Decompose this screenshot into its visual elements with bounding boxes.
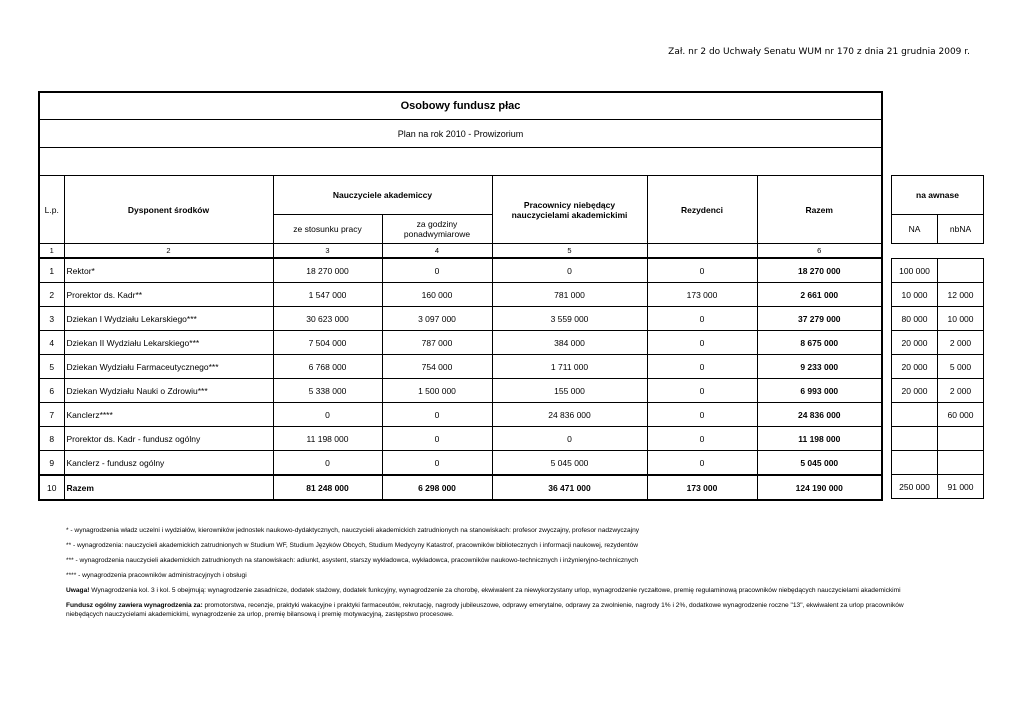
row-nbna: 5 000 <box>938 355 984 379</box>
row-pracownicy: 1 711 000 <box>492 355 647 379</box>
row-lp: 9 <box>39 451 64 476</box>
row-stosunek: 1 547 000 <box>273 283 382 307</box>
header-nbna: nbNA <box>938 215 984 244</box>
row-lp: 5 <box>39 355 64 379</box>
side-row <box>892 355 984 379</box>
row-razem: 24 836 000 <box>757 403 882 427</box>
row-nbna: 91 000 <box>938 475 984 499</box>
row-nbna: 2 000 <box>938 331 984 355</box>
row-na <box>892 403 938 427</box>
row-rezydenci: 0 <box>647 451 757 476</box>
header-na: NA <box>892 215 938 244</box>
side-row <box>892 475 984 499</box>
row-name: Dziekan I Wydziału Lekarskiego*** <box>64 307 273 331</box>
row-na: 20 000 <box>892 331 938 355</box>
side-row <box>892 307 984 331</box>
row-rezydenci: 173 000 <box>647 283 757 307</box>
row-razem: 37 279 000 <box>757 307 882 331</box>
row-name: Dziekan II Wydziału Lekarskiego*** <box>64 331 273 355</box>
row-na: 100 000 <box>892 259 938 283</box>
index-cell: 4 <box>382 244 492 259</box>
row-razem: 5 045 000 <box>757 451 882 476</box>
index-cell: 5 <box>492 244 647 259</box>
fundusz-text: promotorstwa, recenzje, praktyki wakacyjne i praktyki farmaceutów, rekrutację, nagrody jubileuszowe, odprawy emerytalne, odprawy za zwolnienie, nagrody 1% i 2%, dodatkowe wynagrodzenie roczne "13", ekwiwalent za urlop pracowników niebędących nauczycielami akademickimi, wynagrodzenie za urlop, premię bilansową i premię motywacyjną, zastępstwo procesowe. <box>66 602 904 618</box>
table-row <box>39 451 882 476</box>
row-stosunek: 6 768 000 <box>273 355 382 379</box>
row-pracownicy: 384 000 <box>492 331 647 355</box>
row-godziny: 0 <box>382 451 492 476</box>
header-na-awnase: na awnase <box>892 176 984 215</box>
row-pracownicy: 0 <box>492 427 647 451</box>
na-awnase-header <box>891 175 984 244</box>
row-rezydenci: 0 <box>647 379 757 403</box>
row-lp: 1 <box>39 258 64 283</box>
row-name: Dziekan Wydziału Farmaceutycznego*** <box>64 355 273 379</box>
row-pracownicy: 3 559 000 <box>492 307 647 331</box>
row-lp: 3 <box>39 307 64 331</box>
table-row <box>39 258 882 283</box>
row-nbna: 2 000 <box>938 379 984 403</box>
row-godziny: 0 <box>382 427 492 451</box>
row-razem: 9 233 000 <box>757 355 882 379</box>
row-godziny: 3 097 000 <box>382 307 492 331</box>
index-cell: 3 <box>273 244 382 259</box>
row-stosunek: 11 198 000 <box>273 427 382 451</box>
salary-fund-table <box>38 91 883 501</box>
row-na: 20 000 <box>892 355 938 379</box>
header-pracownicy: Pracownicy niebędący nauczycielami akademickimi <box>492 176 647 244</box>
row-godziny: 6 298 000 <box>382 475 492 500</box>
row-razem: 11 198 000 <box>757 427 882 451</box>
row-nbna <box>938 259 984 283</box>
row-razem: 6 993 000 <box>757 379 882 403</box>
table-row <box>39 379 882 403</box>
header-za-godziny: za godziny ponadwymiarowe <box>382 215 492 244</box>
blank-row <box>39 148 882 176</box>
table-row <box>39 475 882 500</box>
table-row <box>39 331 882 355</box>
fundusz-label: Fundusz ogólny zawiera wynagrodzenia za: <box>66 602 203 609</box>
row-rezydenci: 0 <box>647 331 757 355</box>
uwaga-note <box>66 586 926 595</box>
row-lp: 7 <box>39 403 64 427</box>
row-stosunek: 0 <box>273 403 382 427</box>
row-razem: 8 675 000 <box>757 331 882 355</box>
table-row <box>39 403 882 427</box>
row-nbna: 12 000 <box>938 283 984 307</box>
row-lp: 10 <box>39 475 64 500</box>
row-na <box>892 427 938 451</box>
row-godziny: 754 000 <box>382 355 492 379</box>
table-title: Osobowy fundusz płac <box>39 92 882 120</box>
table-row <box>39 427 882 451</box>
row-rezydenci: 173 000 <box>647 475 757 500</box>
row-lp: 8 <box>39 427 64 451</box>
row-razem: 124 190 000 <box>757 475 882 500</box>
row-nbna: 60 000 <box>938 403 984 427</box>
index-cell: 2 <box>64 244 273 259</box>
row-pracownicy: 36 471 000 <box>492 475 647 500</box>
uwaga-text: Wynagrodzenia kol. 3 i kol. 5 obejmują: wynagrodzenie zasadnicze, dodatek stażowy, dodatek funkcyjny, wynagrodzenie za chorobę, ekwiwalent za niewykorzystany urlop, wynagrodzenie ryczałtowe, premię regulaminową pracowników niebędących nauczycielami akademickimi <box>89 587 901 594</box>
row-na: 20 000 <box>892 379 938 403</box>
uwaga-label: Uwaga! <box>66 587 90 594</box>
row-stosunek: 5 338 000 <box>273 379 382 403</box>
footnote-2: ** - wynagrodzenia: nauczycieli akademickich zatrudnionych w Studium WF, Studium Języków Obcych, Studium Medycyny Katastrof, pracowników bibliotecznych i informacji naukowej, rezydentów <box>66 542 639 549</box>
row-lp: 6 <box>39 379 64 403</box>
side-row <box>892 283 984 307</box>
row-name: Kanclerz - fundusz ogólny <box>64 451 273 476</box>
row-na: 10 000 <box>892 283 938 307</box>
row-na: 80 000 <box>892 307 938 331</box>
side-row <box>892 451 984 475</box>
side-row <box>892 379 984 403</box>
row-name: Dziekan Wydziału Nauki o Zdrowiu*** <box>64 379 273 403</box>
row-godziny: 160 000 <box>382 283 492 307</box>
row-rezydenci: 0 <box>647 258 757 283</box>
side-row <box>892 259 984 283</box>
header-rezydenci: Rezydenci <box>647 176 757 244</box>
row-rezydenci: 0 <box>647 307 757 331</box>
row-name: Kanclerz**** <box>64 403 273 427</box>
fundusz-note <box>66 601 926 619</box>
row-name: Prorektor ds. Kadr - fundusz ogólny <box>64 427 273 451</box>
row-pracownicy: 0 <box>492 258 647 283</box>
row-razem: 18 270 000 <box>757 258 882 283</box>
row-na <box>892 451 938 475</box>
side-row <box>892 403 984 427</box>
row-lp: 2 <box>39 283 64 307</box>
row-nbna: 10 000 <box>938 307 984 331</box>
footnote-3: *** - wynagrodzenia nauczycieli akademickich zatrudnionych na stanowiskach: adiunkt, asystent, starszy wykładowca, wykładowca, pracowników naukowo-technicznych i inżynieryjno-technicznych <box>66 557 639 564</box>
row-name: Prorektor ds. Kadr** <box>64 283 273 307</box>
row-godziny: 0 <box>382 403 492 427</box>
index-cell: 1 <box>39 244 64 259</box>
row-nbna <box>938 427 984 451</box>
row-godziny: 787 000 <box>382 331 492 355</box>
row-razem: 2 661 000 <box>757 283 882 307</box>
row-pracownicy: 24 836 000 <box>492 403 647 427</box>
table-subtitle: Plan na rok 2010 - Prowizorium <box>39 120 882 148</box>
row-stosunek: 7 504 000 <box>273 331 382 355</box>
row-name: Razem <box>64 475 273 500</box>
side-row <box>892 427 984 451</box>
row-stosunek: 81 248 000 <box>273 475 382 500</box>
row-name: Rektor* <box>64 258 273 283</box>
row-rezydenci: 0 <box>647 427 757 451</box>
footnote-4: **** - wynagrodzenia pracowników administracyjnych i obsługi <box>66 572 247 579</box>
header-ze-stosunku: ze stosunku pracy <box>273 215 382 244</box>
row-nbna <box>938 451 984 475</box>
row-rezydenci: 0 <box>647 403 757 427</box>
index-cell <box>647 244 757 259</box>
row-stosunek: 30 623 000 <box>273 307 382 331</box>
row-na: 250 000 <box>892 475 938 499</box>
footnotes <box>66 526 926 625</box>
side-row <box>892 331 984 355</box>
row-pracownicy: 155 000 <box>492 379 647 403</box>
row-pracownicy: 5 045 000 <box>492 451 647 476</box>
table-row <box>39 307 882 331</box>
header-lp: L.p. <box>39 176 64 244</box>
table-row <box>39 283 882 307</box>
row-godziny: 1 500 000 <box>382 379 492 403</box>
row-rezydenci: 0 <box>647 355 757 379</box>
header-nauczyciele: Nauczyciele akademiccy <box>273 176 492 215</box>
row-stosunek: 0 <box>273 451 382 476</box>
attachment-note: Zał. nr 2 do Uchwały Senatu WUM nr 170 z dnia 21 grudnia 2009 r. <box>668 47 970 57</box>
row-pracownicy: 781 000 <box>492 283 647 307</box>
row-lp: 4 <box>39 331 64 355</box>
footnote-1: * - wynagrodzenia władz uczelni i wydziałów, kierowników jednostek naukowo-dydaktycznych, nauczycieli akademickich zatrudnionych na stanowiskach: profesor zwyczajny, profesor nadzwyczajny <box>66 527 640 534</box>
table-row <box>39 355 882 379</box>
na-awnase-table <box>891 258 984 499</box>
header-razem: Razem <box>757 176 882 244</box>
row-godziny: 0 <box>382 258 492 283</box>
row-stosunek: 18 270 000 <box>273 258 382 283</box>
header-dysponent: Dysponent środków <box>64 176 273 244</box>
index-cell: 6 <box>757 244 882 259</box>
